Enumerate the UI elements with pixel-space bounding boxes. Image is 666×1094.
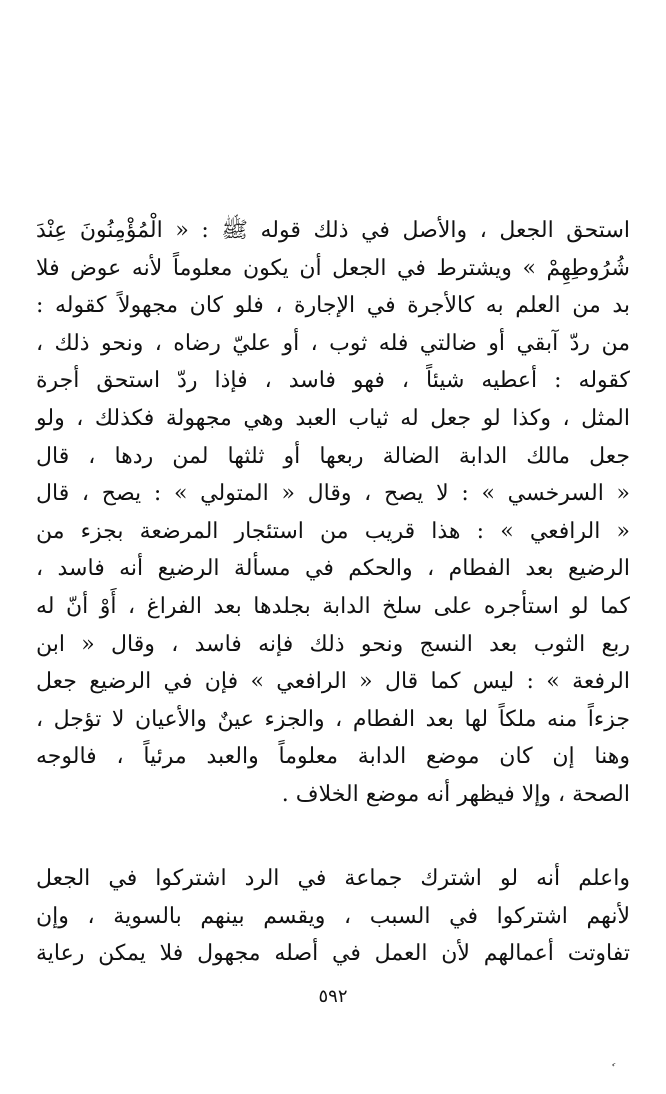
text-line: كقوله : أعطيه شيئاً ، فهو فاسد ، فإذا ردّ استحق أجرة (36, 368, 630, 394)
text-line: وهنا إن كان موضع الدابة معلوماً والعبد مرئياً ، فالوجه (36, 744, 630, 770)
text-line: بد من العلم به كالأجرة في الإجارة ، فلو كان مجهولاً كقوله : (36, 293, 630, 319)
text-line: لأنهم اشتركوا في السبب ، ويقسم بينهم بالسوية ، وإن (36, 903, 630, 929)
text-line: جزءاً منه ملكاً لها بعد الفطام ، والجزء عينٌ والأعيان لا تؤجل ، (36, 706, 630, 732)
text-line: ربع الثوب بعد النسج ونحو ذلك فإنه فاسد ، وقال « ابن (36, 631, 630, 657)
text-line: تفاوتت أعمالهم لأن العمل في أصله مجهول فلا يمكن رعاية (36, 941, 630, 967)
text-line: « الرافعي » : هذا قريب من استئجار المرضعة بجزء من (36, 518, 630, 544)
text-line: الرفعة » : ليس كما قال « الرافعي » فإن في الرضيع جعل (36, 669, 630, 695)
text-line: جعل مالك الدابة الضالة ربعها أو ثلثها لمن ردها ، قال (36, 443, 630, 469)
text-line: كما لو استأجره على سلخ الدابة بجلدها بعد الفراغ ، أَوْ أنّ له (36, 593, 630, 619)
page-number: ٥٩٢ (318, 986, 348, 1007)
text-line-last: الصحة ، وإلا فيظهر أنه موضع الخلاف . (281, 781, 630, 807)
text-line: « السرخسي » : لا يصح ، وقال « المتولي » : يصح ، قال (36, 481, 630, 507)
paragraph-2 (36, 860, 630, 973)
text-line: استحق الجعل ، والأصل في ذلك قوله ﷺ : « الْمُؤْمِنُونَ عِنْدَ (36, 218, 630, 243)
text-line: شُرُوطِهِمْ » ويشترط في الجعل أن يكون معلوماً لأنه عوض فلا (36, 255, 630, 281)
text-line: المثل ، وكذا لو جعل له ثياب العبد وهي مجهولة فكذلك ، ولو (36, 405, 630, 431)
text-line: من ردّ آبقي أو ضالتي فله ثوب ، أو عليّ رضاه ، ونحو ذلك ، (36, 330, 630, 356)
text-line: الرضيع بعد الفطام ، والحكم في مسألة الرضيع أنه فاسد ، (36, 556, 630, 582)
text-line: واعلم أنه لو اشترك جماعة في الرد اشتركوا في الجعل (36, 866, 630, 891)
paragraph-1 (36, 212, 630, 814)
